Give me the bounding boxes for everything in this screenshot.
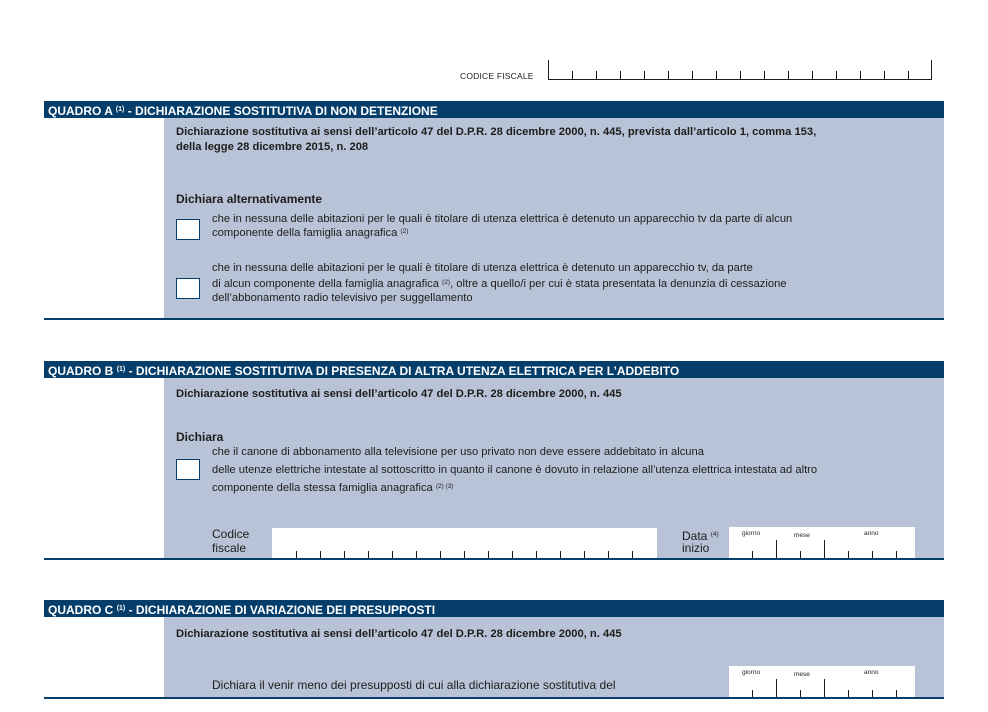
field-tick [392, 551, 393, 558]
field-tick [752, 690, 753, 697]
quadro-a-intro-2: della legge 28 dicembre 2015, n. 208 [176, 141, 369, 153]
codice-fiscale-label: CODICE FISCALE [460, 71, 534, 81]
field-tick [908, 71, 909, 79]
field-tick [560, 551, 561, 558]
quadro-b-heading: Dichiara [176, 430, 224, 444]
field-tick [836, 71, 837, 79]
quadro-b-cf-label-2: fiscale [212, 541, 247, 555]
quadro-b-prefix: QUADRO B [48, 364, 114, 378]
field-tick [416, 551, 417, 558]
quadro-c-header [44, 600, 944, 617]
field-tick [488, 551, 489, 558]
quadro-b-line2: delle utenze elettriche intestate al sottoscritto in quanto il canone è dovuto in relazione all’utenza elettrica intestata ad altro [212, 464, 818, 476]
field-tick [812, 71, 813, 79]
giorno-label: giorno [742, 530, 761, 537]
field-tick [572, 71, 573, 79]
field-tick [644, 71, 645, 79]
quadro-a-option1-note: (2) [400, 228, 409, 235]
quadro-c-rule [44, 697, 944, 699]
quadro-a-option2-checkbox[interactable] [176, 278, 200, 299]
quadro-c-title: - DICHIARAZIONE DI VARIAZIONE DEI PRESUPPOSTI [125, 603, 436, 617]
quadro-a-option2-line1: che in nessuna delle abitazioni per le quali è titolare di utenza elettrica è detenuto un apparecchio tv, da parte [212, 262, 753, 274]
field-separator [776, 679, 777, 697]
field-tick [848, 690, 849, 697]
field-tick [788, 71, 789, 79]
quadro-b-rule [44, 558, 944, 560]
field-tick [872, 690, 873, 697]
field-tick [872, 551, 873, 558]
quadro-b-note: (1) [116, 366, 126, 373]
field-separator [824, 679, 825, 697]
field-tick [368, 551, 369, 558]
field-tick [764, 71, 765, 79]
quadro-b-cf-label-1: Codice [212, 527, 250, 541]
quadro-a-option2-text-b: , oltre a quello/i per cui è stata presentata la denunzia di cessazione [450, 278, 787, 290]
field-tick [896, 551, 897, 558]
quadro-b-data-note: (4) [710, 531, 719, 538]
quadro-a-option1-checkbox[interactable] [176, 219, 200, 240]
field-tick [632, 551, 633, 558]
quadro-a-option1-text: componente della famiglia anagrafica [212, 227, 398, 239]
quadro-b-title: - DICHIARAZIONE SOSTITUTIVA DI PRESENZA DI ALTRA UTENZA ELETTRICA PER L’ADDEBITO [125, 364, 680, 378]
mese-label: mese [794, 671, 810, 678]
field-tick [716, 71, 717, 79]
field-tick [440, 551, 441, 558]
field-tick [620, 71, 621, 79]
field-tick [464, 551, 465, 558]
field-tick [860, 71, 861, 79]
field-separator [776, 540, 777, 558]
quadro-a-header [44, 101, 944, 118]
field-tick [668, 71, 669, 79]
quadro-a-option2-text-a: di alcun componente della famiglia anagrafica [212, 278, 440, 290]
quadro-a-intro-1: Dichiarazione sostitutiva ai sensi dell’articolo 47 del D.P.R. 28 dicembre 2000, n. 445, prevista dall’articolo 1, comma 153, [176, 126, 817, 138]
field-tick [596, 71, 597, 79]
quadro-a-note: (1) [115, 106, 125, 113]
quadro-c-prefix: QUADRO C [48, 603, 114, 617]
field-separator [824, 540, 825, 558]
quadro-a-option2-line3: dell’abbonamento radio televisivo per suggellamento [212, 292, 473, 304]
quadro-b-checkbox[interactable] [176, 459, 200, 480]
field-tick [512, 551, 513, 558]
giorno-label: giorno [742, 669, 761, 676]
quadro-b-line3-note: (2) (3) [435, 483, 454, 490]
quadro-a-heading: Dichiara alternativamente [176, 192, 323, 206]
field-tick [800, 551, 801, 558]
quadro-b-header [44, 361, 944, 378]
quadro-a-rule [44, 318, 944, 320]
quadro-c-intro: Dichiarazione sostitutiva ai sensi dell’articolo 47 del D.P.R. 28 dicembre 2000, n. 445 [176, 628, 622, 640]
field-tick [884, 71, 885, 79]
quadro-a-option2-line2 [212, 277, 787, 291]
mese-label: mese [794, 532, 810, 539]
anno-label: anno [864, 669, 879, 676]
field-tick [692, 71, 693, 79]
field-tick [320, 551, 321, 558]
codice-fiscale-field[interactable] [548, 60, 932, 80]
field-tick [608, 551, 609, 558]
quadro-a-option2-note: (2) [442, 279, 451, 286]
field-tick [584, 551, 585, 558]
quadro-b-line3-text: componente della stessa famiglia anagrafica [212, 482, 433, 494]
quadro-b-line1: che il canone di abbonamento alla televisione per uso privato non deve essere addebitato in alcuna [212, 446, 704, 458]
field-tick [848, 551, 849, 558]
field-tick [800, 690, 801, 697]
quadro-b-line3 [212, 481, 454, 495]
field-tick [344, 551, 345, 558]
quadro-a-option1-line1: che in nessuna delle abitazioni per le quali è titolare di utenza elettrica è detenuto un apparecchio tv da parte di alcun [212, 213, 793, 225]
field-tick [536, 551, 537, 558]
quadro-b-data-label-2: inizio [682, 541, 710, 555]
quadro-c-data-input[interactable] [729, 666, 915, 697]
anno-label: anno [864, 530, 879, 537]
field-tick [896, 690, 897, 697]
quadro-a-option1-line2 [212, 226, 408, 240]
quadro-b-data-text: Data [682, 529, 708, 543]
quadro-b-codice-fiscale-input[interactable] [272, 528, 657, 558]
field-tick [296, 551, 297, 558]
quadro-a-prefix: QUADRO A [48, 104, 113, 118]
quadro-b-data-inizio-input[interactable] [729, 527, 915, 558]
quadro-b-intro: Dichiarazione sostitutiva ai sensi dell’articolo 47 del D.P.R. 28 dicembre 2000, n. 445 [176, 388, 622, 400]
field-tick [740, 71, 741, 79]
quadro-c-note: (1) [116, 605, 126, 612]
quadro-a-title: - DICHIARAZIONE SOSTITUTIVA DI NON DETENZIONE [124, 104, 438, 118]
field-tick [752, 551, 753, 558]
quadro-c-line: Dichiara il venir meno dei presupposti di cui alla dichiarazione sostitutiva del [212, 678, 616, 692]
